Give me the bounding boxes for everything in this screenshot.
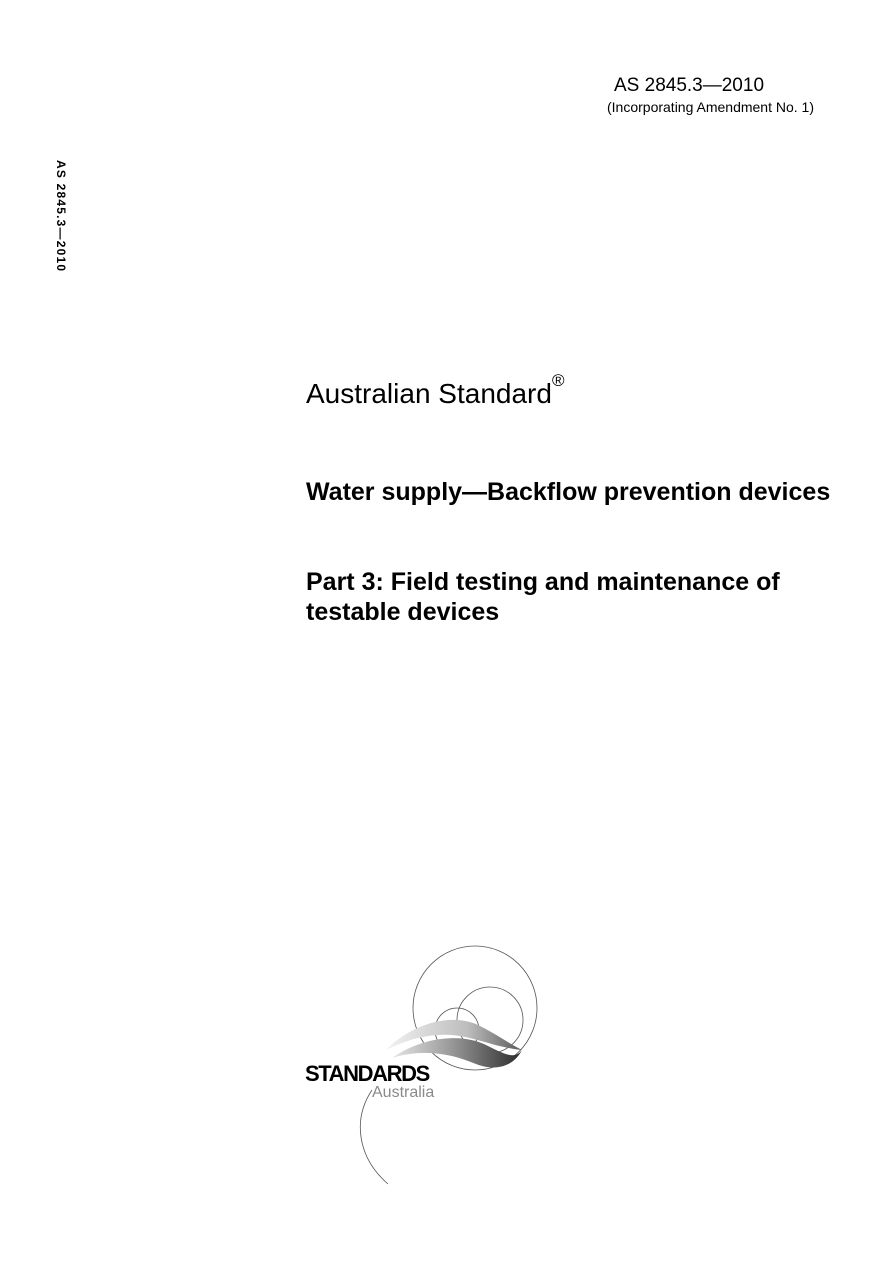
spine-label-wrap — [52, 160, 70, 276]
amendment-note: (Incorporating Amendment No. 1) — [607, 99, 814, 115]
part-title: Part 3: Field testing and maintenance of testable devices — [306, 568, 780, 626]
spine-label: AS 2845.3—2010 — [54, 160, 68, 273]
document-title: Water supply—Backflow prevention devices — [306, 478, 831, 506]
series-name: Australian Standard — [306, 378, 552, 409]
registered-mark: ® — [551, 371, 565, 390]
standard-series-title — [306, 371, 565, 412]
logo-arc-lower — [360, 1090, 388, 1184]
logo-subtitle: Australia — [372, 1084, 435, 1101]
document-number: AS 2845.3—2010 — [614, 75, 765, 96]
logo-wordmark: STANDARDS — [305, 1061, 429, 1086]
